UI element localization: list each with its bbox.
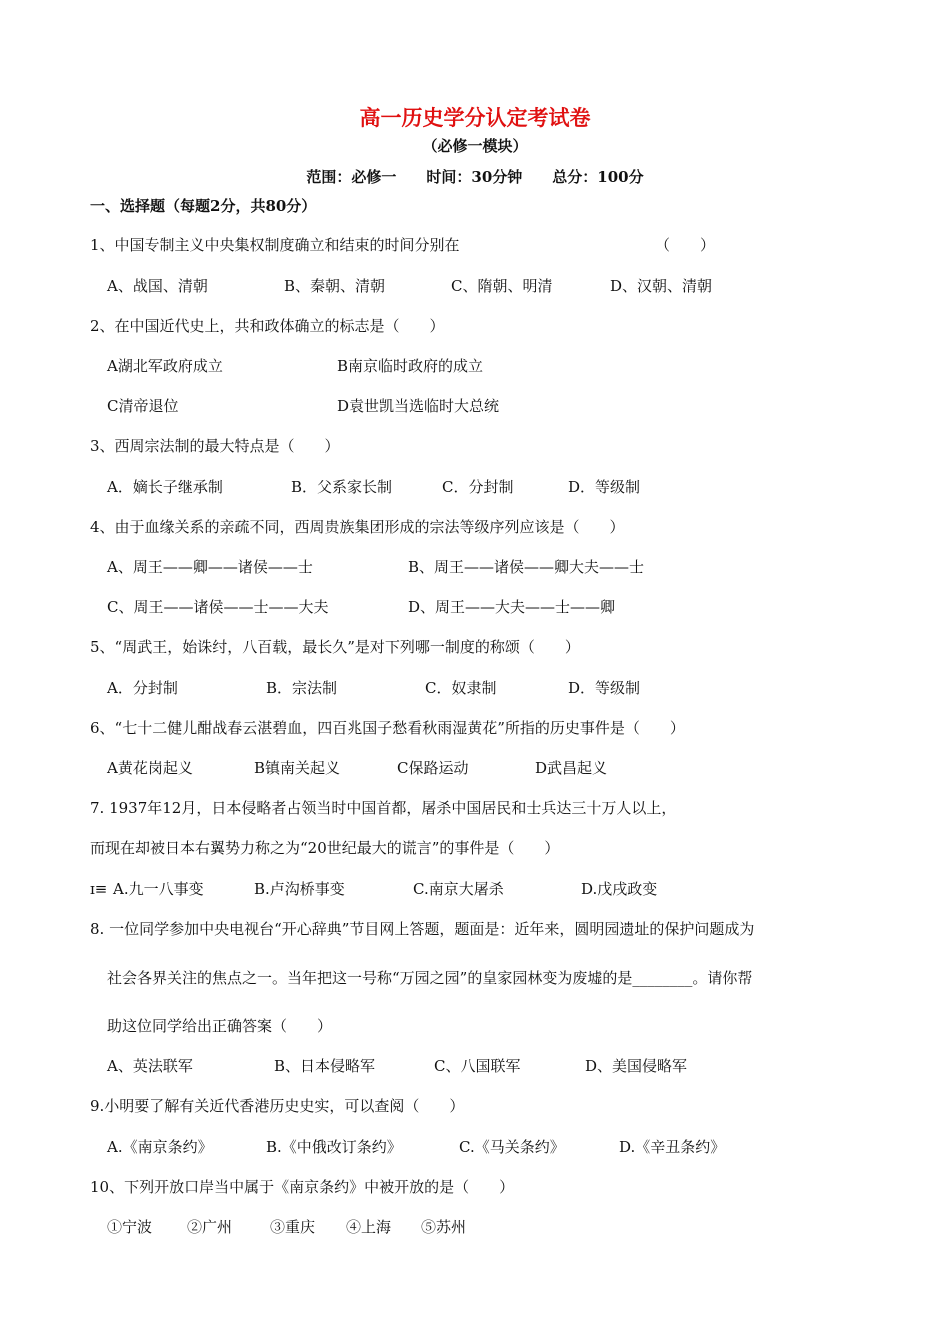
question-4-option-b: B、周王——诸侯——卿大夫——士 <box>408 558 645 576</box>
question-8-option-c: C、八国联军 <box>434 1057 521 1075</box>
question-2-option-b: B南京临时政府的成立 <box>337 357 484 375</box>
question-10-option-1: ①宁波 <box>107 1218 153 1236</box>
question-3-option-a: A．嫡长子继承制 <box>107 478 223 496</box>
question-4-option-c: C、周王——诸侯——士——大夫 <box>107 598 329 616</box>
question-10-option-5: ⑤苏州 <box>421 1218 467 1236</box>
question-10-option-4: ④上海 <box>346 1218 392 1236</box>
question-2-option-a: A湖北军政府成立 <box>107 357 223 375</box>
question-9-option-c: C.《马关条约》 <box>459 1138 565 1156</box>
question-3-option-b: B．父系家长制 <box>291 478 393 496</box>
section-heading: 一、选择题（每题2分，共80分） <box>90 197 317 215</box>
question-8-stem: 8. 一位同学参加中央电视台“开心辞典”节目网上答题，题面是：近年来，圆明园遗址的保护问题成为 <box>90 920 755 938</box>
question-8-option-a: A、英法联军 <box>107 1057 193 1075</box>
question-9-option-a: A.《南京条约》 <box>107 1138 213 1156</box>
question-1-bracket: （ ） <box>655 236 716 254</box>
question-9-stem: 9.小明要了解有关近代香港历史史实，可以查阅（ ） <box>90 1097 465 1115</box>
question-1-option-d: D、汉朝、清朝 <box>610 277 713 295</box>
question-4-option-d: D、周王——大夫——士——卿 <box>408 598 616 616</box>
question-10-stem: 10、下列开放口岸当中属于《南京条约》中被开放的是（ ） <box>90 1178 515 1196</box>
question-7-stem-line2: 而现在却被日本右翼势力称之为“20世纪最大的谎言”的事件是（ ） <box>90 839 560 857</box>
question-2-stem: 2、在中国近代史上，共和政体确立的标志是（ ） <box>90 317 445 335</box>
question-9-option-b: B.《中俄改订条约》 <box>266 1138 402 1156</box>
question-7-option-a: A.九一八事变 <box>113 880 204 898</box>
exam-subtitle: （必修一模块） <box>422 137 528 155</box>
question-2-option-c: C清帝退位 <box>107 397 179 415</box>
question-6-option-b: B镇南关起义 <box>254 759 341 777</box>
question-4-option-a: A、周王——卿——诸侯——士 <box>107 558 313 576</box>
question-8-stem-line3: 助这位同学给出正确答案（ ） <box>107 1017 333 1035</box>
question-6-option-c: C保路运动 <box>397 759 469 777</box>
question-3-option-d: D．等级制 <box>568 478 641 496</box>
exam-meta: 范围：必修一 时间：30分钟 总分：100分 <box>306 168 644 186</box>
question-10-option-2: ②广州 <box>187 1218 233 1236</box>
question-2-option-d: D袁世凯当选临时大总统 <box>337 397 500 415</box>
question-7-option-c: C.南京大屠杀 <box>413 880 504 898</box>
question-5-option-b: B．宗法制 <box>266 679 338 697</box>
question-1-option-a: A、战国、清朝 <box>107 277 208 295</box>
question-3-option-c: C．分封制 <box>442 478 514 496</box>
question-8-option-b: B、日本侵略军 <box>274 1057 376 1075</box>
question-1-option-b: B、秦朝、清朝 <box>284 277 386 295</box>
question-6-stem: 6、“七十二健儿酣战春云湛碧血，四百兆国子愁看秋雨湿黄花”所指的历史事件是（ ） <box>90 719 685 737</box>
question-1-stem: 1、中国专制主义中央集权制度确立和结束的时间分别在 <box>90 236 460 254</box>
question-8-option-d: D、美国侵略军 <box>585 1057 688 1075</box>
question-1-option-c: C、隋朝、明清 <box>451 277 553 295</box>
question-3-stem: 3、西周宗法制的最大特点是（ ） <box>90 437 340 455</box>
question-9-option-d: D.《辛丑条约》 <box>619 1138 726 1156</box>
question-7-option-d: D.戊戌政变 <box>581 880 658 898</box>
question-5-option-a: A．分封制 <box>107 679 178 697</box>
question-7-prefix-mark: ɪ≡ <box>90 880 108 898</box>
question-8-stem-line2: 社会各界关注的焦点之一。当年把这一号称“万园之园”的皇家园林变为废墟的是________。请你帮 <box>107 969 753 987</box>
question-5-stem: 5、“周武王，始诛纣，八百载，最长久”是对下列哪一制度的称颂（ ） <box>90 638 580 656</box>
question-5-option-d: D．等级制 <box>568 679 641 697</box>
question-6-option-a: A黄花岗起义 <box>107 759 193 777</box>
question-10-option-3: ③重庆 <box>270 1218 316 1236</box>
question-7-stem: 7. 1937年12月，日本侵略者占领当时中国首都，屠杀中国居民和士兵达三十万人以上， <box>90 799 677 817</box>
question-6-option-d: D武昌起义 <box>535 759 608 777</box>
question-7-option-b: B.卢沟桥事变 <box>254 880 345 898</box>
exam-title: 高一历史学分认定考试卷 <box>359 105 591 130</box>
question-5-option-c: C．奴隶制 <box>425 679 497 697</box>
question-4-stem: 4、由于血缘关系的亲疏不同，西周贵族集团形成的宗法等级序列应该是（ ） <box>90 518 625 536</box>
